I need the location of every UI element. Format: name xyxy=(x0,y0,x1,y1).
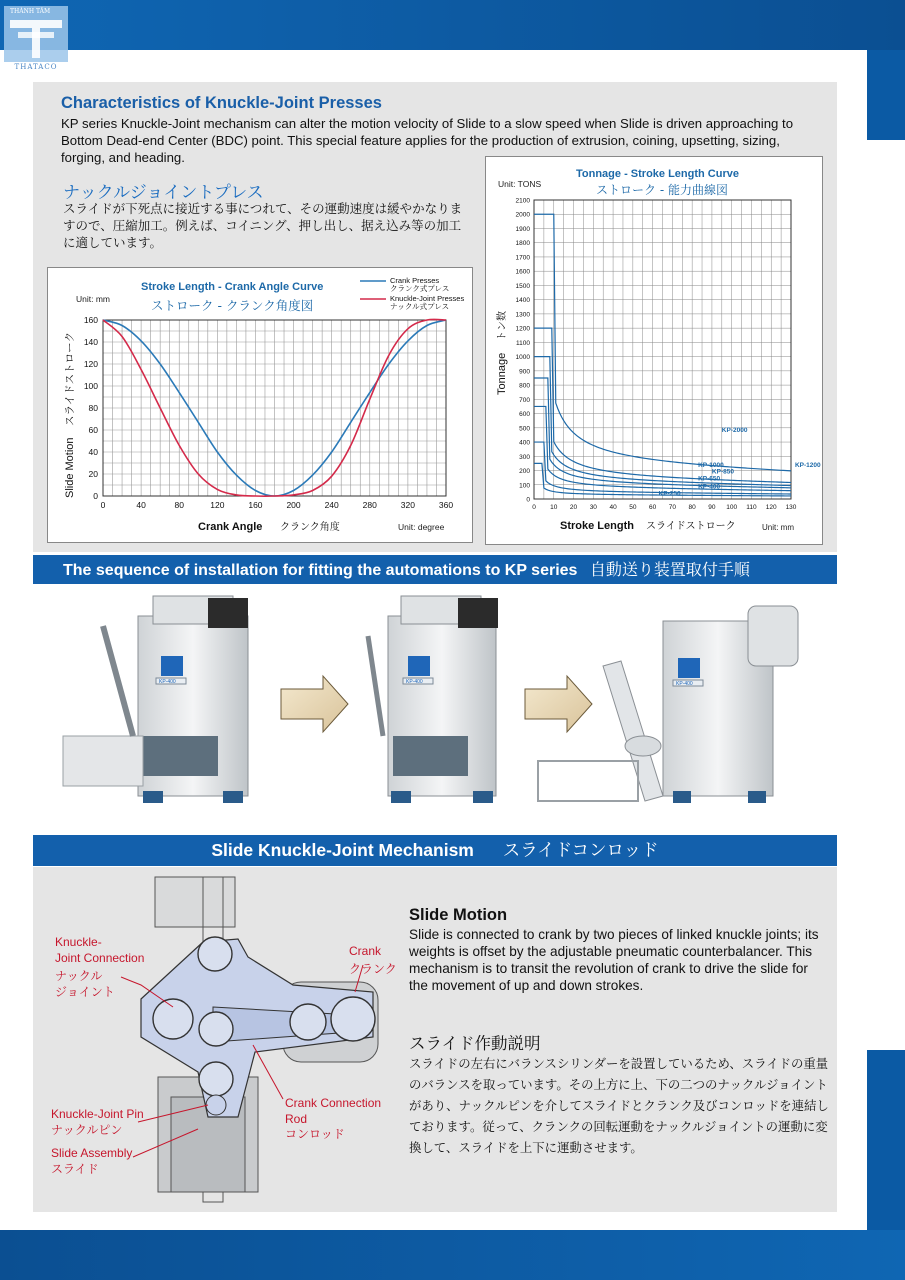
company-logo xyxy=(4,6,68,70)
label-crank: Crank xyxy=(349,944,382,958)
chart2-series-label: KP-250 xyxy=(658,490,681,498)
arrow-right-icon xyxy=(525,676,592,732)
installation-sequence xyxy=(33,586,837,826)
chart1-legend xyxy=(360,276,464,311)
chart2-y-tick-label: 1600 xyxy=(515,268,530,276)
chart2-x-tick-label: 30 xyxy=(589,504,597,511)
stroke-crank-chart xyxy=(47,267,473,543)
chart1-x-tick-label: 80 xyxy=(174,500,184,510)
chart2-y-tick-label: 1900 xyxy=(515,225,530,233)
chart2-y-tick-label: 800 xyxy=(519,382,530,390)
chart2-series-label: KP-1000 xyxy=(698,461,724,469)
chart2-y-tick-label: 300 xyxy=(519,453,530,461)
sequence-title-band xyxy=(33,555,837,584)
chart2-subtitle: ストローク - 能力曲線図 xyxy=(596,183,728,197)
sequence-title: The sequence of installation for fitting the automations to KP series xyxy=(63,562,578,579)
chart1-x-label: Crank Angle xyxy=(198,521,263,533)
chart2-series-label: KP-400 xyxy=(698,483,721,491)
tonnage-stroke-chart xyxy=(485,156,823,545)
chart2-series-label: KP-1200 xyxy=(794,461,821,469)
label-slide-assembly: Slide Assembly xyxy=(51,1146,133,1160)
chart2-x-tick-label: 20 xyxy=(569,504,578,511)
stroke-crank-chart-svg xyxy=(48,268,474,544)
chart1-y-tick-label: 40 xyxy=(88,447,98,457)
chart2-y-tick-label: 1800 xyxy=(515,240,530,248)
chart1-x-tick-label: 120 xyxy=(210,500,225,510)
chart1-y-tick-label: 160 xyxy=(83,315,98,325)
label-slide-assembly-jp: スライド xyxy=(51,1162,99,1176)
chart2-y-tick-label: 0 xyxy=(526,496,530,504)
chart1-y-label: Slide Motion xyxy=(64,437,76,498)
chart1-y-tick-label: 60 xyxy=(88,425,98,435)
chart2-y-tick-label: 2000 xyxy=(515,211,530,219)
chart2-y-tick-label: 1200 xyxy=(515,325,530,333)
mechanism-title-jp: スライドコンロッド xyxy=(502,841,659,861)
sequence-title-jp: 自動送り装置取付手順 xyxy=(589,560,750,579)
chart2-x-tick-label: 110 xyxy=(746,504,757,511)
chart1-y-label-jp: スライドストローク xyxy=(64,331,76,426)
chart2-ticks xyxy=(516,198,797,512)
right-accent-bar xyxy=(867,50,905,140)
chart1-ticks xyxy=(84,315,454,510)
chart2-y-tick-label: 400 xyxy=(519,439,530,447)
chart2-title: Tonnage - Stroke Length Curve xyxy=(576,168,739,180)
chart1-x-tick-label: 280 xyxy=(362,500,377,510)
label-knuckle-pin-jp: ナックルピン xyxy=(51,1123,123,1137)
label-knuckle-joint: Knuckle- Joint Connection xyxy=(55,935,145,965)
chart2-x-label-jp: スライドストローク xyxy=(646,521,736,532)
slide-motion-title: Slide Motion xyxy=(409,906,508,924)
press-machine-step-1 xyxy=(63,596,248,803)
top-banner xyxy=(0,0,905,50)
chart2-x-tick-label: 120 xyxy=(765,504,777,511)
chart2-y-tick-label: 1300 xyxy=(515,311,530,319)
chart2-y-tick-label: 1100 xyxy=(516,339,530,347)
chart2-x-tick-label: 70 xyxy=(668,504,677,511)
chart2-y-tick-label: 1400 xyxy=(515,297,530,305)
mechanism-title-band xyxy=(33,835,837,866)
mechanism-panel xyxy=(33,867,837,1212)
chart2-x-tick-label: 0 xyxy=(532,504,536,511)
characteristics-body-jp: スライドが下死点に接近する事につれて、その運動速度は緩やかなりますので、圧縮加工。例えば、コイニング、押し出し、据え込み等の加工に適しています。 xyxy=(63,201,463,250)
chart2-y-label-jp: トン数 xyxy=(497,311,508,341)
machine-badge-1: KP-400 xyxy=(159,679,176,685)
chart2-unit-y: Unit: TONS xyxy=(498,179,542,189)
chart2-x-label: Stroke Length xyxy=(560,520,634,532)
label-knuckle-joint-jp: ナックル ジョイント xyxy=(55,969,115,999)
chart2-x-tick-label: 100 xyxy=(726,504,738,511)
chart1-x-tick-label: 320 xyxy=(400,500,415,510)
press-machine-step-2 xyxy=(368,596,498,803)
characteristics-title: Characteristics of Knuckle-Joint Presses xyxy=(61,94,382,112)
chart2-x-tick-label: 60 xyxy=(648,504,657,511)
chart2-y-tick-label: 200 xyxy=(519,468,530,476)
logo-small-text: THÀNH TÂM xyxy=(10,8,51,15)
chart1-subtitle: ストローク - クランク角度図 xyxy=(151,298,314,313)
tonnage-stroke-chart-svg xyxy=(486,157,824,546)
chart2-x-tick-label: 40 xyxy=(609,504,617,511)
chart1-x-tick-label: 200 xyxy=(286,500,301,510)
bottom-banner xyxy=(0,1230,905,1280)
chart2-series-label: KP-2000 xyxy=(721,427,748,435)
chart2-series-label: KP-650 xyxy=(698,475,721,483)
chart1-legend-label-jp: ナックル式プレス xyxy=(390,302,450,311)
machine-badge-2: KP-400 xyxy=(406,679,423,685)
chart1-y-tick-label: 80 xyxy=(88,403,98,413)
slide-motion-body-jp: スライドの左右にバランスシリンダーを設置しているため、スライドの重量のバランスを取っています。その上方に上、下の二つのナックルジョイントがあり、ナックルピンを介してスライドとクランク及びコンロッドを連結しております。従って、クランクの回転運動をナックルジョイントの運動に変換して、スライドを上下に運動させます。 xyxy=(409,1056,829,1155)
chart2-y-tick-label: 1700 xyxy=(515,254,530,262)
slide-motion-title-jp: スライド作動説明 xyxy=(409,1034,541,1053)
chart1-legend-label: Crank Presses xyxy=(390,276,440,285)
chart2-y-tick-label: 600 xyxy=(519,411,530,419)
chart1-y-tick-label: 20 xyxy=(88,469,98,479)
characteristics-panel xyxy=(33,82,837,552)
chart1-y-tick-label: 0 xyxy=(93,491,98,501)
chart1-x-tick-label: 0 xyxy=(100,500,106,510)
chart1-y-tick-label: 120 xyxy=(83,359,98,369)
chart2-x-tick-label: 80 xyxy=(688,504,696,511)
chart2-y-tick-label: 500 xyxy=(519,425,530,433)
chart1-x-tick-label: 40 xyxy=(136,500,146,510)
label-crank-jp: クランク xyxy=(349,962,397,976)
chart2-grid xyxy=(534,200,791,499)
chart1-unit-x: Unit: degree xyxy=(398,522,445,532)
logo-name: THATACO xyxy=(14,63,58,71)
chart2-x-tick-label: 10 xyxy=(550,504,558,511)
right-accent-bar-bottom xyxy=(867,1050,905,1230)
label-crank-connection-rod: Crank Connection Rod xyxy=(285,1096,382,1126)
characteristics-body: KP series Knuckle-Joint mechanism can alter the motion velocity of Slide to a slow speed when Slide is driven approaching to Bottom Dead-end Center (BDC) point. This special feature applies for the production of extrusion, coining, upsetting, sizing, forging, and heading. xyxy=(61,116,794,165)
chart1-x-tick-label: 160 xyxy=(248,500,263,510)
label-knuckle-pin: Knuckle-Joint Pin xyxy=(51,1107,144,1121)
chart2-y-label: Tonnage xyxy=(496,352,508,395)
mechanism-title: Slide Knuckle-Joint Mechanism xyxy=(211,840,474,860)
chart2-x-tick-label: 90 xyxy=(708,504,716,511)
machine-badge-3: KP-400 xyxy=(676,681,693,687)
chart1-y-tick-label: 100 xyxy=(83,381,98,391)
chart2-y-tick-label: 100 xyxy=(519,482,530,490)
chart1-unit-y: Unit: mm xyxy=(76,294,110,304)
chart2-series-label: KP-850 xyxy=(711,468,734,476)
chart2-y-tick-label: 1500 xyxy=(515,282,530,290)
chart1-legend-label: Knuckle-Joint Presses xyxy=(390,294,465,303)
chart1-title: Stroke Length - Crank Angle Curve xyxy=(141,281,324,293)
chart1-legend-label-jp: クランク式プレス xyxy=(390,284,450,293)
chart1-y-tick-label: 140 xyxy=(83,337,98,347)
chart2-y-tick-label: 700 xyxy=(519,396,530,404)
chart2-y-tick-label: 1000 xyxy=(515,354,530,362)
installation-sequence-illustration xyxy=(33,586,837,826)
slide-motion-body: Slide is connected to crank by two pieces of linked knuckle joints; its weights is offset by the adjustable pneumatic counterbalancer. This mechanism is to transit the revolution of crank to drive the slide for the movement of up and down strokes. xyxy=(409,927,819,993)
characteristics-title-jp: ナックルジョイントプレス xyxy=(63,183,264,203)
chart2-unit-x: Unit: mm xyxy=(762,523,794,532)
arrow-right-icon xyxy=(281,676,348,732)
chart1-x-tick-label: 240 xyxy=(324,500,339,510)
chart2-x-tick-label: 50 xyxy=(629,504,637,511)
label-crank-connection-rod-jp: コンロッド xyxy=(285,1127,345,1141)
chart1-x-label-jp: クランク角度 xyxy=(280,522,340,533)
chart2-x-tick-label: 130 xyxy=(785,504,797,511)
chart1-x-tick-label: 360 xyxy=(438,500,454,510)
chart2-y-tick-label: 900 xyxy=(519,368,530,376)
chart2-y-tick-label: 2100 xyxy=(515,197,530,205)
